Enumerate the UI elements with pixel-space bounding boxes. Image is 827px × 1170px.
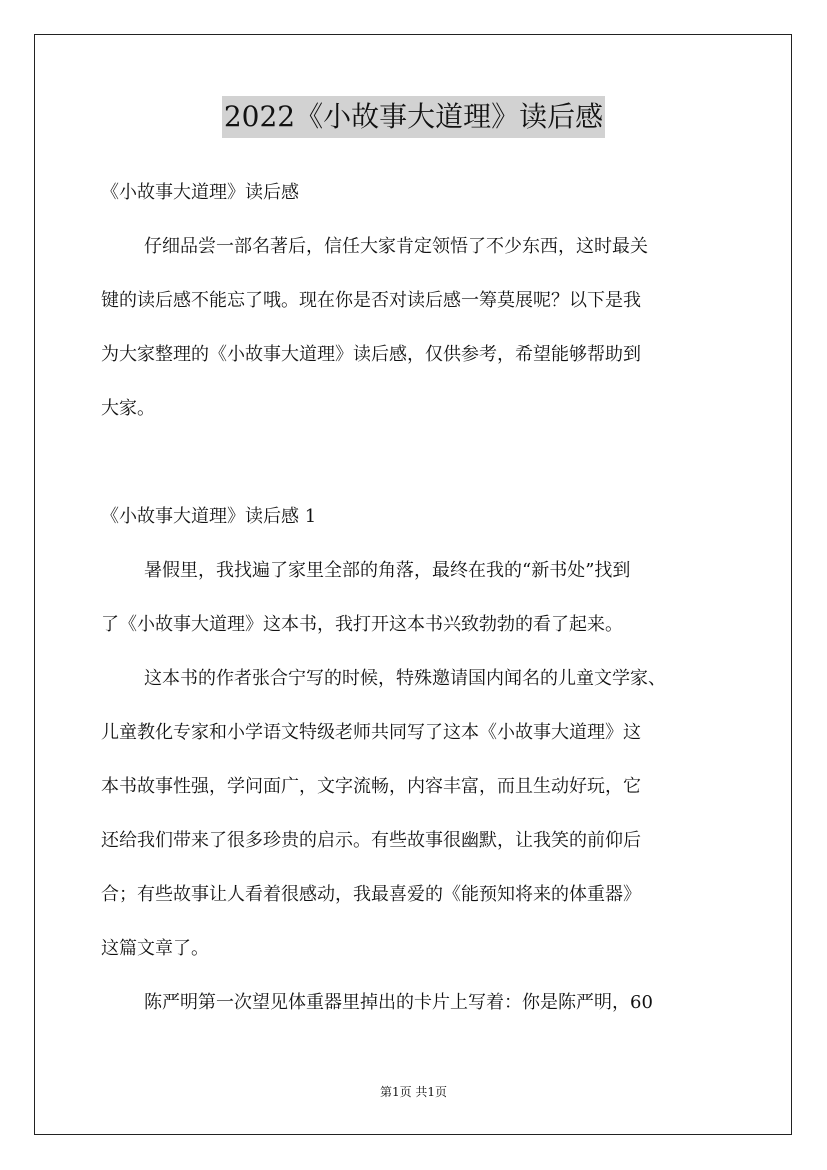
intro-line: 为大家整理的《小故事大道理》读后感，仅供参考，希望能够帮助到 xyxy=(101,344,641,365)
document-title: 2022《小故事大道理》读后感 xyxy=(222,96,605,138)
page-footer: 第1页 共1页 xyxy=(379,1085,448,1099)
body-line: 合；有些故事让人看着很感动，我最喜爱的《能预知将来的体重器》 xyxy=(101,884,641,905)
title-container xyxy=(0,96,827,138)
intro-line: 键的读后感不能忘了哦。现在你是否对读后感一筹莫展呢？以下是我 xyxy=(101,290,641,311)
body-line: 还给我们带来了很多珍贵的启示。有些故事很幽默，让我笑的前仰后 xyxy=(101,830,641,851)
intro-line: 大家。 xyxy=(101,398,155,419)
intro-line: 仔细品尝一部名著后，信任大家肯定领悟了不少东西，这时最关 xyxy=(144,236,648,257)
body-line: 本书故事性强，学问面广，文字流畅，内容丰富，而且生动好玩，它 xyxy=(101,776,641,797)
body-line: 暑假里，我找遍了家里全部的角落，最终在我的“新书处”找到 xyxy=(144,560,631,581)
body-line: 儿童教化专家和小学语文特级老师共同写了这本《小故事大道理》这 xyxy=(101,722,641,743)
body-line: 这本书的作者张合宁写的时候，特殊邀请国内闻名的儿童文学家、 xyxy=(144,668,666,689)
body-line: 这篇文章了。 xyxy=(101,938,209,959)
subtitle: 《小故事大道理》读后感 xyxy=(101,182,299,203)
body-line: 陈严明第一次望见体重器里掉出的卡片上写着：你是陈严明，60 xyxy=(144,992,653,1013)
body-line: 了《小故事大道理》这本书，我打开这本书兴致勃勃的看了起来。 xyxy=(101,614,623,635)
section-heading: 《小故事大道理》读后感 1 xyxy=(101,506,317,527)
